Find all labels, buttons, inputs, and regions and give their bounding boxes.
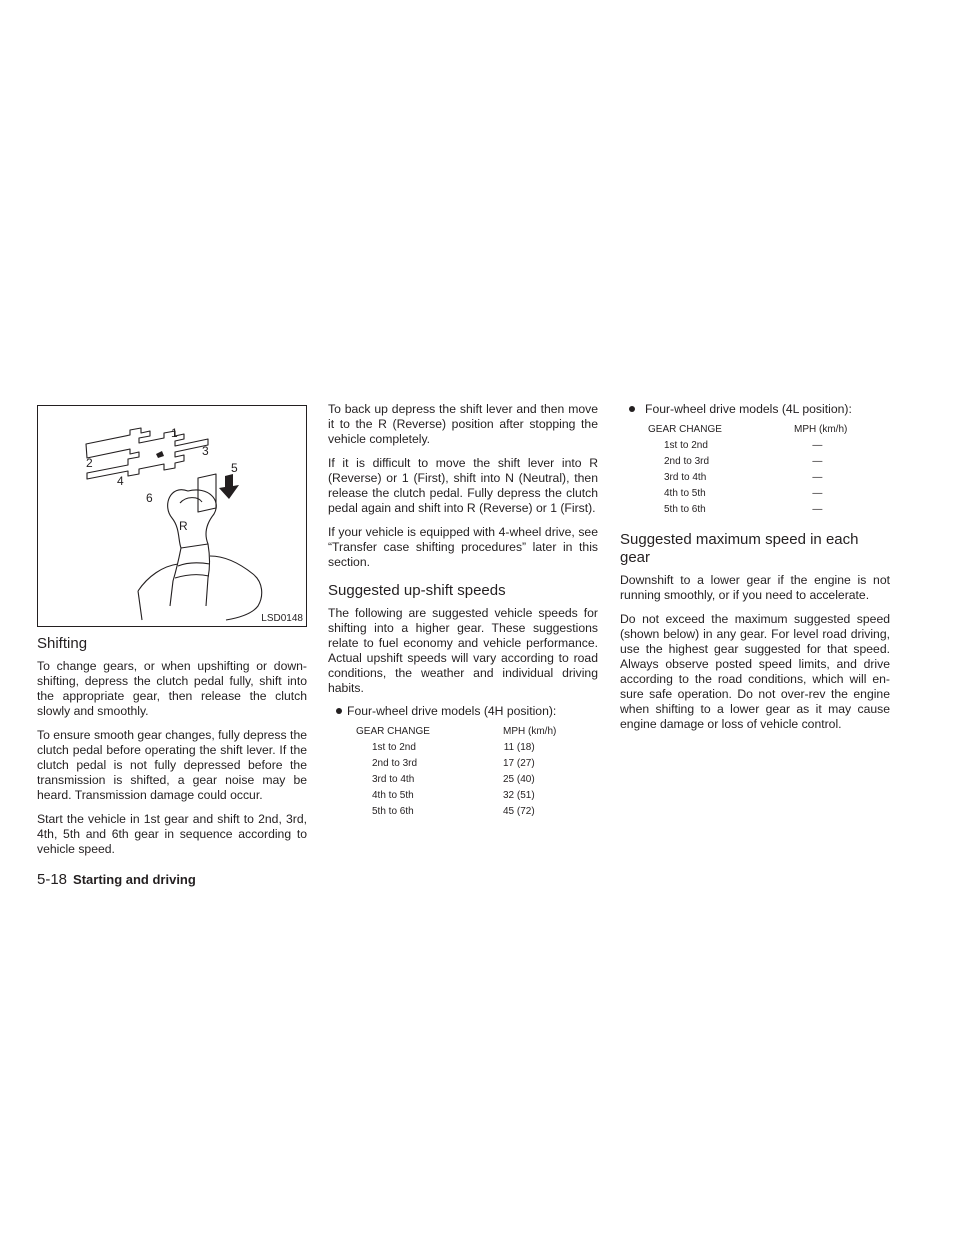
shifting-paragraph-1: To change gears, or when upshifting or down-shifting, depress the clutch pedal fully, shift into the appropriate gear, then release the clutch slowly and smoothly. [37,659,307,718]
table-row [648,472,847,488]
page-footer [37,871,196,888]
table-cell-speed: — [812,487,823,499]
table-cell-speed: — [812,440,823,451]
gear-label-1: 1 [171,426,178,440]
table-header-row [648,424,847,440]
table-row [356,774,573,790]
table-cell-speed: — [812,471,823,483]
table-cell-gear: 5th to 6th [372,805,414,817]
upshift-4h-table [356,726,573,821]
right-column [620,402,890,741]
left-column [37,402,307,866]
bullet-4h [328,704,598,719]
table-cell-gear: 2nd to 3rd [664,455,710,467]
table-row [356,790,573,806]
shifting-paragraph-2: To ensure smooth gear changes, fully depress the clutch pedal before operating the shift lever. If the clutch pedal is not fully depressed before the transmission is shifted, a gear noise may be heard. Transmission damage could occur. [37,728,307,802]
table-row [356,806,573,822]
table-cell-speed: — [812,503,823,515]
four-wheel-drive-paragraph: If your vehicle is equipped with 4-wheel drive, see “Transfer case shifting procedures” later in this section. [328,525,598,569]
table-cell-gear: 1st to 2nd [372,742,416,753]
max-speed-heading: Suggested maximum speed in each gear [620,531,859,567]
table-row [648,504,847,520]
table-cell-speed: 17 (27) [503,757,535,769]
gear-label-4: 4 [117,474,124,488]
gear-label-5: 5 [231,461,238,475]
table-header-mph: MPH (km/h) [503,726,557,737]
table-cell-speed: 32 (51) [503,789,535,801]
upshift-paragraph: The following are suggested vehicle speeds for shifting into a higher gear. These suggestions relate to fuel economy and vehicle performance. Actual upshift speeds will vary according to road conditions, the weather and individual driving habits. [328,606,598,695]
table-cell-gear: 3rd to 4th [372,773,415,785]
gear-label-6: 6 [146,491,153,505]
table-cell-gear: 3rd to 4th [664,471,707,483]
bullet-dot-icon [336,708,342,714]
table-cell-speed: — [812,455,823,467]
middle-column [328,402,598,821]
table-row [356,742,573,758]
gear-label-3: 3 [202,444,209,458]
table-row [648,440,847,456]
page-number: 5-18 [37,871,68,888]
max-speed-paragraph-1: Downshift to a lower gear if the engine is not running smoothly, or if you need to accelerate. [620,573,890,603]
table-header-gear-change: GEAR CHANGE [356,726,430,737]
shift-pattern-illustration [38,406,306,626]
table-row [648,456,847,472]
table-cell-speed: 25 (40) [503,773,535,785]
reverse-paragraph: To back up depress the shift lever and then move it to the R (Reverse) position after stopping the vehicle completely. [328,402,598,446]
bullet-4l-text: Four-wheel drive models (4L position): [645,402,852,416]
difficult-shift-paragraph: If it is difficult to move the shift lever into R (Reverse) or 1 (First), shift into N (Neutral), then release the clutch pedal. Fully depress the clutch pedal again and shift into R (Reverse) or 1 (First). [328,456,598,515]
table-cell-gear: 4th to 5th [372,789,414,801]
bullet-4l [620,402,890,417]
table-cell-gear: 1st to 2nd [664,440,708,451]
table-header-mph: MPH (km/h) [794,424,848,435]
shift-pattern-figure [37,405,307,627]
gear-label-r: R [179,519,188,533]
table-row [356,758,573,774]
table-cell-gear: 5th to 6th [664,503,706,515]
table-row [648,488,847,504]
table-header-row [356,726,573,742]
bullet-4h-text: Four-wheel drive models (4H position): [347,704,557,718]
table-header-gear-change: GEAR CHANGE [648,424,722,435]
upshift-4l-table [648,424,847,519]
gear-label-2: 2 [86,456,93,470]
table-cell-speed: 45 (72) [503,805,535,817]
section-title: Starting and driving [73,872,196,887]
bullet-dot-icon [629,406,635,412]
shifting-paragraph-3: Start the vehicle in 1st gear and shift to 2nd, 3rd, 4th, 5th and 6th gear in sequence according to vehicle speed. [37,812,307,856]
figure-code: LSD0148 [261,613,303,624]
table-cell-gear: 2nd to 3rd [372,757,418,769]
table-cell-gear: 4th to 5th [664,487,706,499]
table-cell-speed: 11 (18) [503,742,535,753]
max-speed-paragraph-2: Do not exceed the maximum suggested speed (shown below) in any gear. For level road driving, use the highest gear suggested for that speed. Always observe posted speed limits, and drive according to the road conditions, which will en-sure safe operation. Do not over-rev the engine when shifting to a lower gear as it may cause engine damage or loss of vehicle control. [620,612,890,732]
shifting-heading: Shifting [37,635,88,652]
upshift-heading: Suggested up-shift speeds [328,582,506,599]
